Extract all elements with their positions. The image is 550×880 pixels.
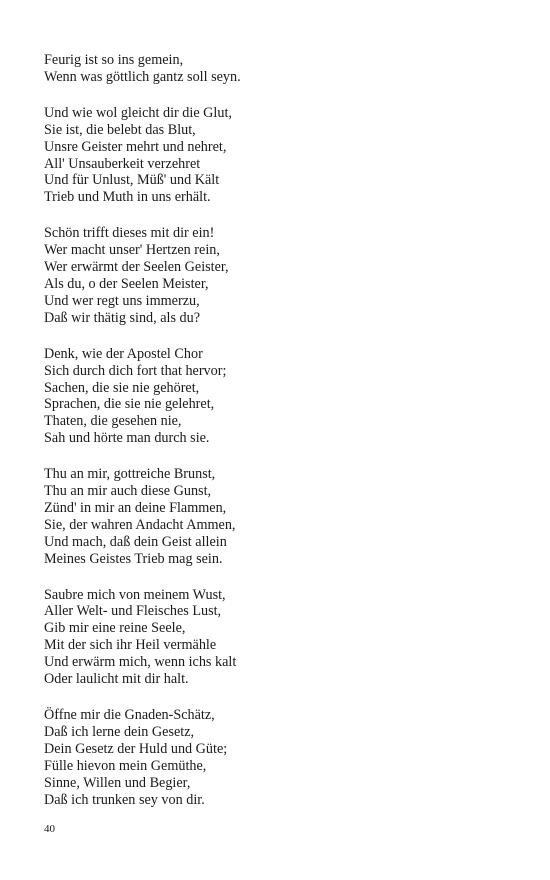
verse-line: Daß wir thätig sind, als du? — [44, 309, 201, 326]
stanza-4 — [44, 346, 514, 447]
stanza-6 — [44, 587, 514, 688]
verse-line: Und erwärm mich, wenn ichs kalt — [44, 654, 237, 671]
verse-line: Saubre mich von meinem Wust, — [44, 586, 226, 603]
verse-line: Sachen, die sie nie gehöret, — [44, 379, 200, 396]
verse-line: Und wie wol gleicht dir die Glut, — [44, 104, 232, 121]
verse-line: Öffne mir die Gnaden-Schätz, — [44, 707, 215, 723]
verse-line: Denk, wie der Apostel Chor — [44, 345, 203, 362]
verse-line: Daß ich lerne dein Gesetz, — [44, 723, 195, 740]
verse-line: Sprachen, die sie nie gelehret, — [44, 396, 215, 413]
verse-line: All' Unsauberkeit verzehret — [44, 155, 201, 172]
stanza-7 — [44, 707, 514, 808]
verse-line: Feurig ist so ins gemein, — [44, 52, 184, 68]
verse-line: Und mach, daß dein Geist allein — [44, 533, 227, 550]
verse-line: Thaten, die gesehen nie, — [44, 413, 182, 430]
verse-line: Sie ist, die belebt das Blut, — [44, 121, 196, 138]
verse-line: Daß ich trunken sey von dir. — [44, 791, 205, 808]
verse-line: Schön trifft dieses mit dir ein! — [44, 225, 215, 242]
verse-line: Sah und hörte man durch sie. — [44, 430, 210, 447]
verse-line: Thu an mir auch diese Gunst, — [44, 483, 212, 500]
page-number: 40 — [44, 823, 55, 835]
verse-line: Unsre Geister mehrt und nehret, — [44, 138, 227, 155]
verse-line: Trieb und Muth in uns erhält. — [44, 189, 211, 206]
verse-line: Und wer regt uns immerzu, — [44, 292, 200, 309]
stanza-2 — [44, 105, 514, 206]
verse-line: Fülle hievon mein Gemüthe, — [44, 757, 207, 774]
verse-line: Wenn was göttlich gantz soll seyn. — [44, 68, 241, 85]
verse-line: Aller Welt- und Fleisches Lust, — [44, 603, 222, 620]
stanza-5 — [44, 466, 514, 567]
verse-line: Mit der sich ihr Heil vermähle — [44, 637, 217, 654]
stanza-1 — [44, 52, 514, 86]
poem-body — [44, 52, 514, 827]
verse-line: Wer erwärmt der Seelen Geister, — [44, 259, 229, 276]
verse-line: Meines Geistes Trieb mag sein. — [44, 550, 223, 567]
verse-line: Und für Unlust, Müß' und Kält — [44, 172, 220, 189]
verse-line: Als du, o der Seelen Meister, — [44, 275, 209, 292]
verse-line: Gib mir eine reine Seele, — [44, 620, 186, 637]
verse-line: Oder laulicht mit dir halt. — [44, 671, 189, 688]
verse-line: Thu an mir, gottreiche Brunst, — [44, 466, 216, 483]
stanza-3 — [44, 225, 514, 326]
verse-line: Dein Gesetz der Huld und Güte; — [44, 740, 228, 757]
verse-line: Wer macht unser' Hertzen rein, — [44, 242, 220, 259]
verse-line: Sie, der wahren Andacht Ammen, — [44, 516, 236, 533]
verse-line: Sich durch dich fort that hervor; — [44, 362, 227, 379]
verse-line: Sinne, Willen und Begier, — [44, 774, 191, 791]
verse-line: Zünd' in mir an deine Flammen, — [44, 499, 227, 516]
